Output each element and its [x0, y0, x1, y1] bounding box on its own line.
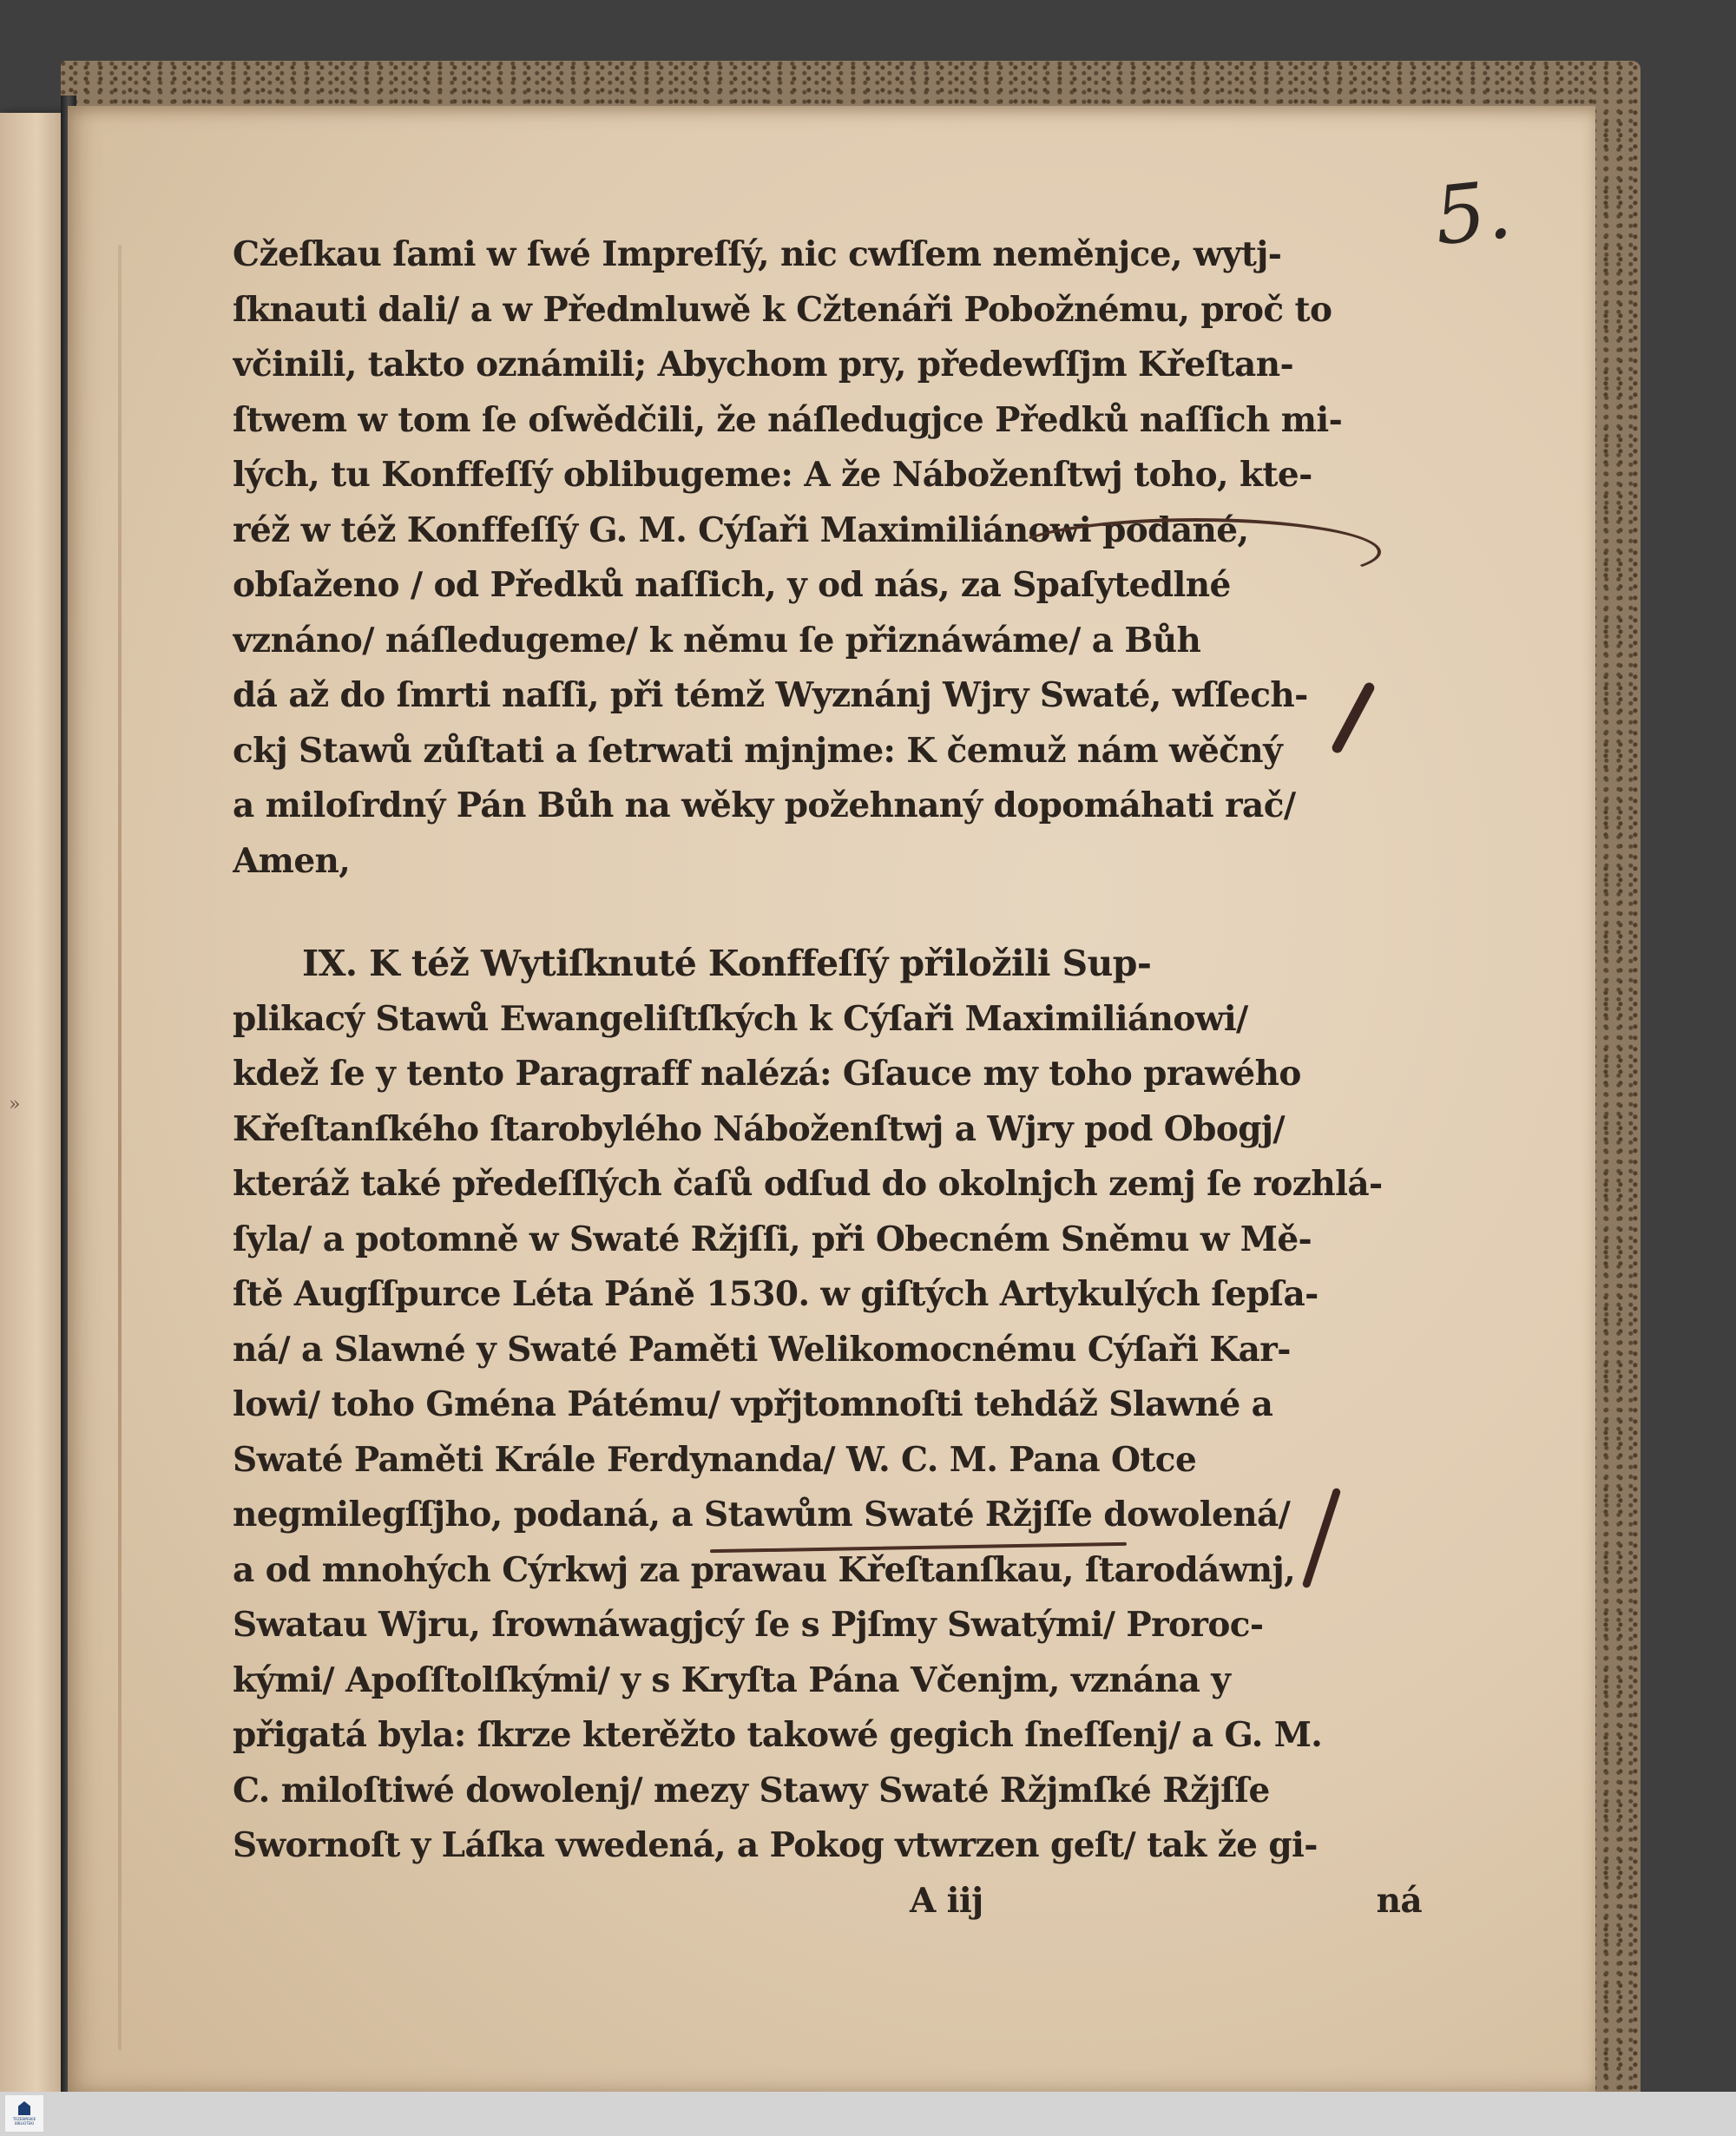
text-line: C. miloſtiwé dowolenj/ mezy Stawy Swaté Ržjmſké Ržjſſe [233, 1770, 1270, 1811]
text-line: Swatau Wjru, ſrownáwagjcý ſe s Pjſmy Swatými/ Proroc- [233, 1605, 1264, 1645]
text-line: Swaté Paměti Krále Ferdynanda/ W. C. M. Pana Otce [233, 1439, 1197, 1480]
text-line: dá až do ſmrti naſſi, při témž Wyznánj Wjry Swaté, wſſech- [233, 675, 1308, 715]
text-line: Amen, [233, 840, 351, 881]
library-logo-text: TRZEBIŃSKIE BIBLIOTEKI [12, 2117, 36, 2126]
signature-mark: A iij [910, 1880, 983, 1921]
text-line: réž w též Konffeſſý G. M. Cýſaři Maximiliánowi podané, [233, 509, 1249, 550]
folio-number: 5. [1430, 162, 1516, 264]
text-line: Cžeſkau ſami w ſwé Impreſſý, nic cwſſem neměnjce, wytj- [233, 234, 1282, 274]
paragraph-2 [233, 937, 1422, 1874]
paragraph-gap [233, 889, 1422, 937]
text-line: a od mnohých Cýrkwj za prawau Křeſtanſkau, ſtarodáwnj, [233, 1549, 1296, 1590]
text-line: kdež ſe y tento Paragraff nalézá: Gſauce my toho prawého [233, 1054, 1301, 1094]
text-line: negmilegſſjho, podaná, a Stawům Swaté Ržjſſe dowolená/ [233, 1495, 1291, 1535]
text-line-underlined: kými/ Apoſſtolſkými/ y s Kryſta Pána Včenjm, vznána y [233, 1660, 1231, 1700]
text-line: ckj Stawů zůſtati a ſetrwati mjnjme: K čemuž nám wěčný [233, 730, 1283, 771]
text-line: kteráž také předeſſlých čaſů odſud do okolnjch zemj ſe rozhlá- [233, 1164, 1383, 1204]
text-line: Křeſtanſkého ſtarobylého Náboženſtwj a Wjry pod Obogj/ [233, 1108, 1286, 1149]
text-line: ſtě Augſſpurce Léta Páně 1530. w giſtých Artykulých ſepſa- [233, 1274, 1318, 1314]
text-line: ſyla/ a potomně w Swaté Ržjſſi, při Obecném Sněmu w Mě- [233, 1219, 1312, 1259]
gutter-shadow [118, 245, 122, 2050]
page [68, 106, 1595, 2092]
ink-encircling-mark [1009, 518, 1381, 586]
text-line-underlined: obſaženo / od Předků naſſich, y od nás, za Spaſytedlné [233, 565, 1231, 605]
text-line: Swornoſt y Láſka vwedená, a Pokog vtwrzen geſt/ tak že gi- [233, 1825, 1318, 1865]
left-page-edge [0, 113, 68, 2092]
left-page-mark: » [9, 1094, 21, 1115]
catchword: ná [1376, 1880, 1422, 1921]
text-line: lowi/ toho Gména Pátému/ vpřjtomnoſti tehdáž Slawné a [233, 1384, 1273, 1424]
text-line: lých, tu Konffeſſý oblibugeme: A že Náboženſtwj toho, kte- [233, 455, 1312, 495]
text-line: ſknauti dali/ a w Předmluwě k Cžtenáři Pobožnému, proč to [233, 289, 1332, 330]
text-line: a miloſrdný Pán Bůh na wěky požehnaný dopomáhati rač/ [233, 785, 1296, 825]
paragraph-heading-line: IX. K též Wytiſknuté Konffeſſý přiložili Sup- [302, 943, 1152, 984]
text-line-underlined: přigatá byla: ſkrze kterěžto takowé gegich ſneſſenj/ a G. M. [233, 1715, 1323, 1755]
page-footer [233, 1874, 1422, 1929]
text-line: ſtwem w tom ſe oſwědčili, že náſledugjce Předků naſſich mi- [233, 399, 1343, 440]
viewer-bottom-bar [0, 2092, 1736, 2136]
library-emblem-icon [18, 2101, 30, 2115]
library-logo [5, 2095, 43, 2132]
text-line: plikacý Stawů Ewangeliſtſkých k Cýſaři Maximiliánowi/ [233, 998, 1248, 1039]
text-line: vznáno/ náſledugeme/ k němu ſe přiznáwáme/ a Bůh [233, 620, 1201, 661]
text-line: včinili, takto oznámili; Abychom pry, předewſſjm Křeſtan- [233, 345, 1294, 384]
text-block [233, 227, 1422, 1929]
text-line: ná/ a Slawné y Swaté Paměti Welikomocnému Cýſaři Kar- [233, 1329, 1291, 1370]
